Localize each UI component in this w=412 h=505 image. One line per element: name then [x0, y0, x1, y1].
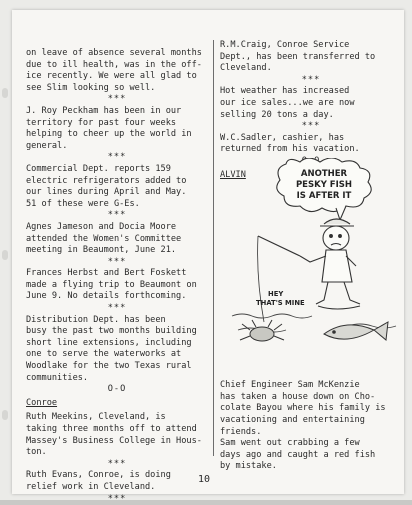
crab	[240, 320, 284, 341]
item-separator: ***	[301, 121, 321, 132]
item-separator: ***	[107, 94, 127, 105]
news-item: Agnes Jameson and Docia Moore attended the Women's Committee meeting in Beaumont, June 21.	[26, 221, 182, 256]
item-separator: ***	[107, 493, 127, 504]
fishing-rod	[258, 236, 300, 256]
item-separator: O-O	[107, 384, 127, 395]
item-separator: ***	[107, 256, 127, 267]
news-item: Ruth Evans, Conroe, is doing relief work in Cleveland.	[26, 470, 171, 492]
section-heading-alvin: ALVIN	[220, 169, 246, 180]
page-number: 10	[198, 474, 211, 485]
binder-hole	[2, 410, 8, 420]
news-item: Chief Engineer Sam McKenzie has taken a house down on Cho- colate Bayou where his family is vacationing and entertaining friends.	[220, 380, 386, 437]
news-item: Ruth Meekins, Cleveland, is taking three months off to attend Massey's Business College in Hous- ton.	[26, 412, 202, 458]
crab-speech-1: HEY	[268, 290, 284, 298]
fisherman	[300, 219, 360, 309]
news-item: on leave of absence several months due to ill health, was in the off- ice recently. We were all glad to see Slim looking so well.	[26, 48, 202, 93]
news-item: Commercial Dept. reports 159 electric refrigerators added to our lines during April and May. 51 of these were G-Es.	[26, 163, 187, 209]
fishing-line	[258, 236, 264, 322]
fish	[324, 322, 388, 340]
binder-hole	[2, 88, 8, 98]
fishing-cartoon	[228, 158, 404, 354]
bubble-tail	[336, 206, 346, 220]
item-separator: ***	[107, 458, 127, 469]
news-item: R.M.Craig, Conroe Service Dept., has been transferred to Cleveland.	[220, 40, 376, 74]
bubble-line-1: ANOTHER	[300, 169, 348, 179]
item-separator: ***	[107, 152, 127, 163]
news-item: Distribution Dept. has been busy the past two months building short line extensions, including one to serve the waterworks at Woodlake for the two Texas rural communities.	[26, 314, 197, 383]
news-item: J. Roy Peckham has been in our territory for past four weeks helping to cheer up the world in general.	[26, 105, 192, 151]
newsletter-page	[12, 10, 404, 504]
news-item: Hot weather has increased our ice sales...we are now selling 20 tons a day.	[220, 86, 355, 120]
news-item: W.C.Sadler, cashier, has returned from his vacation.	[220, 132, 360, 155]
column-divider	[213, 40, 214, 456]
news-item: Sam went out crabbing a few days ago and caught a red fish by mistake.	[220, 438, 376, 472]
crab-speech-2: THAT'S MINE	[256, 299, 305, 307]
binder-hole	[2, 250, 8, 260]
item-separator: ***	[301, 74, 321, 85]
left-column	[26, 48, 211, 505]
news-item: Frances Herbst and Bert Foskett made a flying trip to Beaumont on June 9. No details forthcoming.	[26, 268, 197, 302]
bubble-line-3: IS AFTER IT	[296, 191, 352, 201]
item-separator: ***	[107, 210, 127, 221]
section-heading-conroe: Conroe	[26, 397, 58, 408]
bubble-line-2: PESKY FISH	[295, 180, 353, 190]
item-separator: ***	[107, 303, 127, 314]
